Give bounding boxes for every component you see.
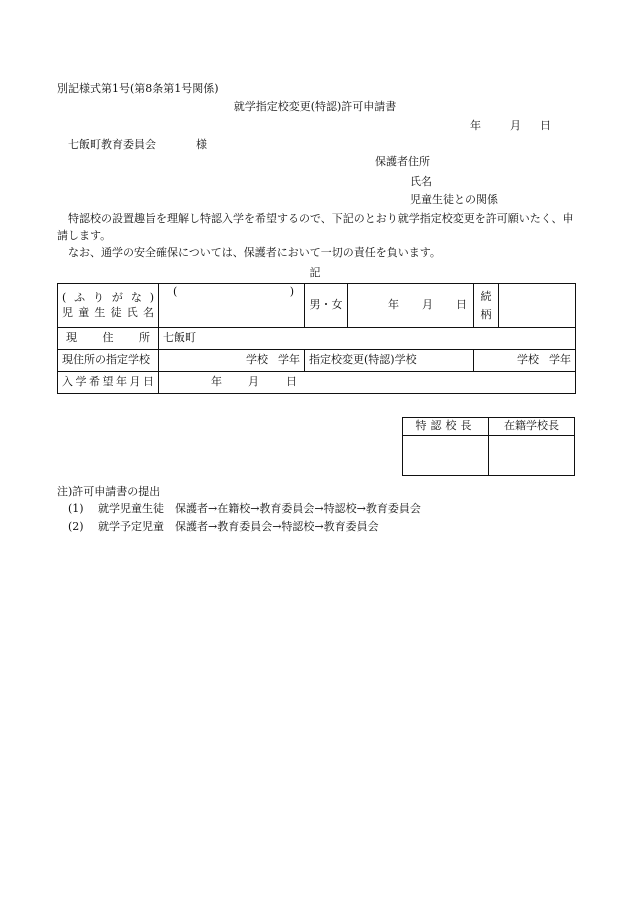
relation-label-1: 続 [480,289,492,303]
enrolled-principal-label: 在籍学校長 [489,418,575,436]
student-name-row [58,284,576,328]
change-school-suffix: 学校 [517,353,539,367]
body-paragraph-1: 特認校の設置趣旨を理解し特認入学を希望するので、下記のとおり就学指定校変更を許可願いたく、申請します。 [57,212,574,243]
relation-label-2: 柄 [480,307,492,321]
enrolled-principal-seal-field[interactable] [489,435,575,475]
note-number: (2) [68,520,84,533]
change-school-label: 指定校変更(特認)学校 [305,350,474,372]
entry-year: 年 [211,375,222,389]
application-body [57,210,577,261]
note-text: 就学児童生徒 保護者→在籍校→教育委員会→特認校→教育委員会 [98,502,421,515]
date-day: 日 [540,119,551,132]
tokunin-principal-label: 特認校長 [403,418,489,436]
recipient-honorific: 様 [196,138,207,151]
entry-date-label: 入学希望年月日 [58,372,159,394]
school-suffix: 学校 [246,353,268,367]
notes-title: 注)許可申請書の提出 [57,485,161,498]
student-name-field[interactable] [159,284,305,328]
change-grade-suffix: 学年 [549,353,571,367]
tokunin-principal-seal-field[interactable] [403,435,489,475]
entry-date-field[interactable] [159,372,576,394]
school-row [58,350,576,372]
guardian-name-label: 氏名 [410,175,432,188]
paren-open: ( [173,285,178,298]
address-row [58,328,576,350]
designated-school-field[interactable] [159,350,305,372]
address-field[interactable]: 七飯町 [159,328,576,350]
birthdate-field[interactable] [348,284,474,328]
note-item-1 [68,502,421,517]
designated-school-label: 現住所の指定学校 [58,350,159,372]
student-name-label: 児童生徒氏名 [62,305,154,319]
guardian-address-label: 保護者住所 [375,155,430,168]
furigana-label: (ふりがな) [62,290,154,304]
entry-day: 日 [286,375,297,389]
note-text: 就学予定児童 保護者→教育委員会→特認校→教育委員会 [98,520,379,533]
application-date [470,119,551,134]
grade-suffix: 学年 [278,353,300,367]
principal-seal-row [403,435,575,475]
student-info-table [57,283,576,394]
recipient-name: 七飯町教育委員会 [68,138,156,151]
note-item-2 [68,520,379,535]
date-year: 年 [470,119,481,132]
principal-header-row [403,418,575,436]
date-month: 月 [510,119,521,132]
relation-label-cell [474,284,499,328]
entry-date-row [58,372,576,394]
change-school-field[interactable] [474,350,576,372]
document-title: 就学指定校変更(特認)許可申請書 [233,100,397,113]
gender-field[interactable]: 男・女 [305,284,348,328]
guardian-relation-label: 児童生徒との関係 [410,193,498,206]
student-name-label-cell [58,284,159,328]
recipient [68,138,207,153]
paren-close: ) [289,285,294,298]
address-label: 現住所 [58,328,159,350]
form-number-label: 別記様式第1号(第8条第1号関係) [57,82,219,95]
ki-heading: 記 [309,266,321,279]
birth-month: 月 [422,298,433,312]
note-number: (1) [68,502,84,515]
birth-year: 年 [388,298,399,312]
body-paragraph-2: なお、通学の安全確保については、保護者において一切の責任を負います。 [68,246,441,260]
birth-day: 日 [456,298,467,312]
entry-month: 月 [248,375,259,389]
principal-approval-table [402,417,575,476]
relation-field[interactable] [499,284,576,328]
